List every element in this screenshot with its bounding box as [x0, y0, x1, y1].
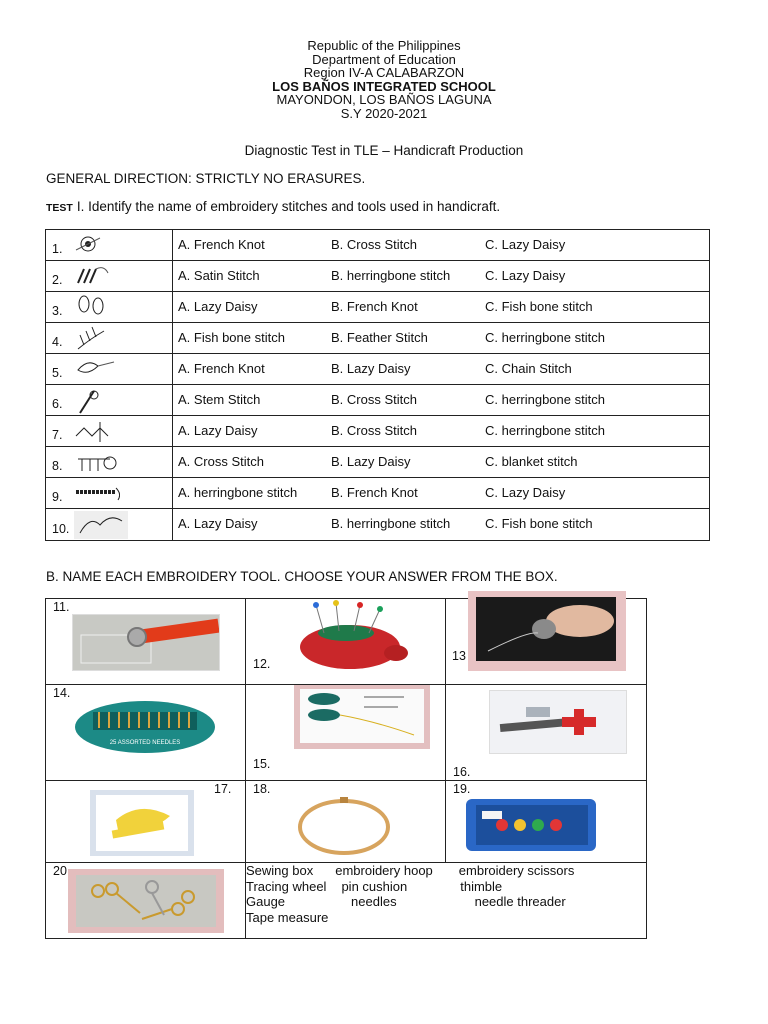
- question-row: [46, 323, 710, 354]
- question-cell-17: [46, 781, 246, 863]
- option-b: B. Lazy Daisy: [331, 361, 411, 376]
- choice-sewing-box: Sewing box: [246, 863, 314, 878]
- option-a: A. Fish bone stitch: [178, 330, 285, 345]
- general-direction: GENERAL DIRECTION: STRICTLY NO ERASURES.: [46, 171, 366, 186]
- option-a: A. Lazy Daisy: [178, 423, 258, 438]
- option-b: B. French Knot: [331, 485, 418, 500]
- question-cell-14: [46, 685, 246, 781]
- letterhead: [0, 39, 768, 120]
- republic-line: Republic of the Philippines: [307, 38, 461, 53]
- question-number-cell: [46, 509, 173, 541]
- question-number: 16.: [453, 765, 471, 779]
- question-number: 6.: [52, 397, 63, 411]
- thimble-image: [468, 591, 626, 671]
- option-c: C. Lazy Daisy: [485, 485, 566, 500]
- question-row: [46, 230, 710, 261]
- option-a: A. French Knot: [178, 237, 265, 252]
- question-cell-18: [246, 781, 446, 863]
- choice-pin-cushion: pin cushion: [341, 878, 408, 894]
- question-number-cell: [46, 230, 173, 261]
- choice-needles: needles: [351, 894, 397, 909]
- pin-cushion-image: [284, 599, 416, 671]
- answer-options-cell: [173, 509, 710, 541]
- tool-question-table: [45, 598, 647, 939]
- question-cell-19: [446, 781, 647, 863]
- question-number: 5.: [52, 366, 63, 380]
- stitch-icon: [74, 418, 120, 446]
- test-title: Diagnostic Test in TLE – Handicraft Production: [244, 143, 524, 158]
- question-row: [46, 292, 710, 323]
- option-c: C. herringbone stitch: [485, 423, 605, 438]
- word-bank-row: [246, 863, 646, 879]
- school-address: MAYONDON, LOS BAÑOS LAGUNA: [276, 92, 492, 107]
- word-bank-box: [246, 863, 647, 939]
- question-row: [46, 447, 710, 478]
- question-number-cell: [46, 447, 173, 478]
- stitch-icon: [74, 356, 120, 384]
- question-cell-12: [246, 599, 446, 685]
- question-number: 19.: [453, 782, 471, 796]
- question-cell-13: [446, 599, 647, 685]
- option-c: C. herringbone stitch: [485, 330, 605, 345]
- option-a: A. Lazy Daisy: [178, 516, 258, 531]
- option-b: B. Cross Stitch: [331, 392, 417, 407]
- answer-options-cell: [173, 416, 710, 447]
- question-number: 7.: [52, 428, 63, 442]
- option-c: C. Fish bone stitch: [485, 299, 593, 314]
- question-number: 20: [53, 864, 67, 878]
- option-b: B. Feather Stitch: [331, 330, 428, 345]
- answer-options-cell: [173, 478, 710, 509]
- question-row: [46, 478, 710, 509]
- question-number: 15.: [253, 757, 271, 771]
- question-row: [46, 261, 710, 292]
- question-number-cell: [46, 323, 173, 354]
- word-bank-row: [246, 879, 646, 895]
- option-a: A. Lazy Daisy: [178, 299, 258, 314]
- option-a: A. French Knot: [178, 361, 265, 376]
- question-number-cell: [46, 385, 173, 416]
- question-number: 8.: [52, 459, 63, 473]
- option-b: B. herringbone stitch: [331, 516, 451, 531]
- test-instruction-line: [46, 199, 500, 214]
- answer-options-cell: [173, 447, 710, 478]
- choice-tracing-wheel: Tracing wheel: [246, 878, 327, 894]
- choice-embroidery-scissors: embroidery scissors: [458, 863, 575, 878]
- question-number: 10.: [52, 522, 70, 536]
- answer-options-cell: [173, 230, 710, 261]
- question-number: 13: [452, 649, 466, 663]
- question-row: [46, 385, 710, 416]
- option-b: B. Cross Stitch: [331, 237, 417, 252]
- option-c: C. herringbone stitch: [485, 392, 605, 407]
- test-label: TEST: [46, 202, 73, 214]
- question-number: 17.: [214, 782, 232, 796]
- option-b: B. Lazy Daisy: [331, 454, 411, 469]
- option-a: A. Satin Stitch: [178, 268, 260, 283]
- embroidery-scissors-image: [68, 869, 224, 933]
- choice-gauge: Gauge: [246, 894, 286, 909]
- question-number: 11.: [53, 600, 70, 614]
- stitch-icon: [74, 263, 120, 291]
- option-a: A. herringbone stitch: [178, 485, 298, 500]
- test-instruction: I. Identify the name of embroidery stitches and tools used in handicraft.: [76, 199, 501, 214]
- option-c: C. blanket stitch: [485, 454, 578, 469]
- answer-options-cell: [173, 292, 710, 323]
- tracing-wheel-image: [72, 614, 220, 671]
- choice-embroidery-hoop: embroidery hoop: [335, 863, 433, 878]
- option-c: C. Fish bone stitch: [485, 516, 593, 531]
- option-b: B. herringbone stitch: [331, 268, 451, 283]
- stitch-icon: [74, 387, 120, 415]
- word-bank-row: [246, 894, 646, 910]
- question-number: 12.: [253, 657, 271, 671]
- question-number: 3.: [52, 304, 63, 318]
- question-row: [46, 509, 710, 541]
- tape-measure-image: [90, 790, 194, 856]
- needles-image: [75, 700, 215, 755]
- question-number: 18.: [253, 782, 271, 796]
- question-number: 14.: [53, 686, 71, 700]
- school-name: LOS BAÑOS INTEGRATED SCHOOL: [272, 78, 496, 94]
- question-cell-15: [246, 685, 446, 781]
- stitch-icon: [74, 480, 120, 508]
- embroidery-hoop-image: [296, 795, 392, 857]
- question-number-cell: [46, 354, 173, 385]
- question-number-cell: [46, 416, 173, 447]
- gauge-image: [489, 690, 627, 754]
- stitch-icon: [74, 294, 120, 322]
- question-number: 4.: [52, 335, 63, 349]
- option-c: C. Lazy Daisy: [485, 268, 566, 283]
- stitch-icon: [74, 511, 130, 539]
- section-b-heading: B. NAME EACH EMBROIDERY TOOL. CHOOSE YOUR ANSWER FROM THE BOX.: [46, 569, 558, 584]
- option-c: C. Lazy Daisy: [485, 237, 566, 252]
- stitch-question-table: [45, 229, 710, 541]
- choice-thimble: thimble: [460, 878, 503, 894]
- word-bank-row: [246, 910, 646, 926]
- answer-options-cell: [173, 385, 710, 416]
- question-row: [46, 416, 710, 447]
- option-a: A. Cross Stitch: [178, 454, 264, 469]
- sewing-box-image: [462, 795, 602, 859]
- stitch-icon: [74, 232, 120, 260]
- question-number: 9.: [52, 490, 63, 504]
- option-b: B. French Knot: [331, 299, 418, 314]
- option-a: A. Stem Stitch: [178, 392, 261, 407]
- choice-tape-measure: Tape measure: [246, 909, 329, 925]
- region-line: Region IV-A CALABARZON: [303, 65, 465, 80]
- stitch-icon: [74, 325, 120, 353]
- option-c: C. Chain Stitch: [485, 361, 572, 376]
- question-number: 2.: [52, 273, 63, 287]
- question-number-cell: [46, 261, 173, 292]
- question-cell-20: [46, 863, 246, 939]
- question-number: 1.: [52, 242, 63, 256]
- needle-pack-label: 25 ASSORTED NEEDLES: [109, 740, 181, 746]
- question-number-cell: [46, 292, 173, 323]
- department-line: Department of Education: [312, 51, 456, 67]
- question-cell-16: [446, 685, 647, 781]
- stitch-icon: [74, 449, 120, 477]
- question-cell-11: [46, 599, 246, 685]
- needle-threader-image: [294, 685, 430, 749]
- option-b: B. Cross Stitch: [331, 423, 417, 438]
- answer-options-cell: [173, 261, 710, 292]
- answer-options-cell: [173, 354, 710, 385]
- answer-options-cell: [173, 323, 710, 354]
- question-row: [46, 354, 710, 385]
- question-number-cell: [46, 478, 173, 509]
- choice-needle-threader: needle threader: [474, 894, 566, 909]
- school-year: S.Y 2020-2021: [340, 105, 428, 121]
